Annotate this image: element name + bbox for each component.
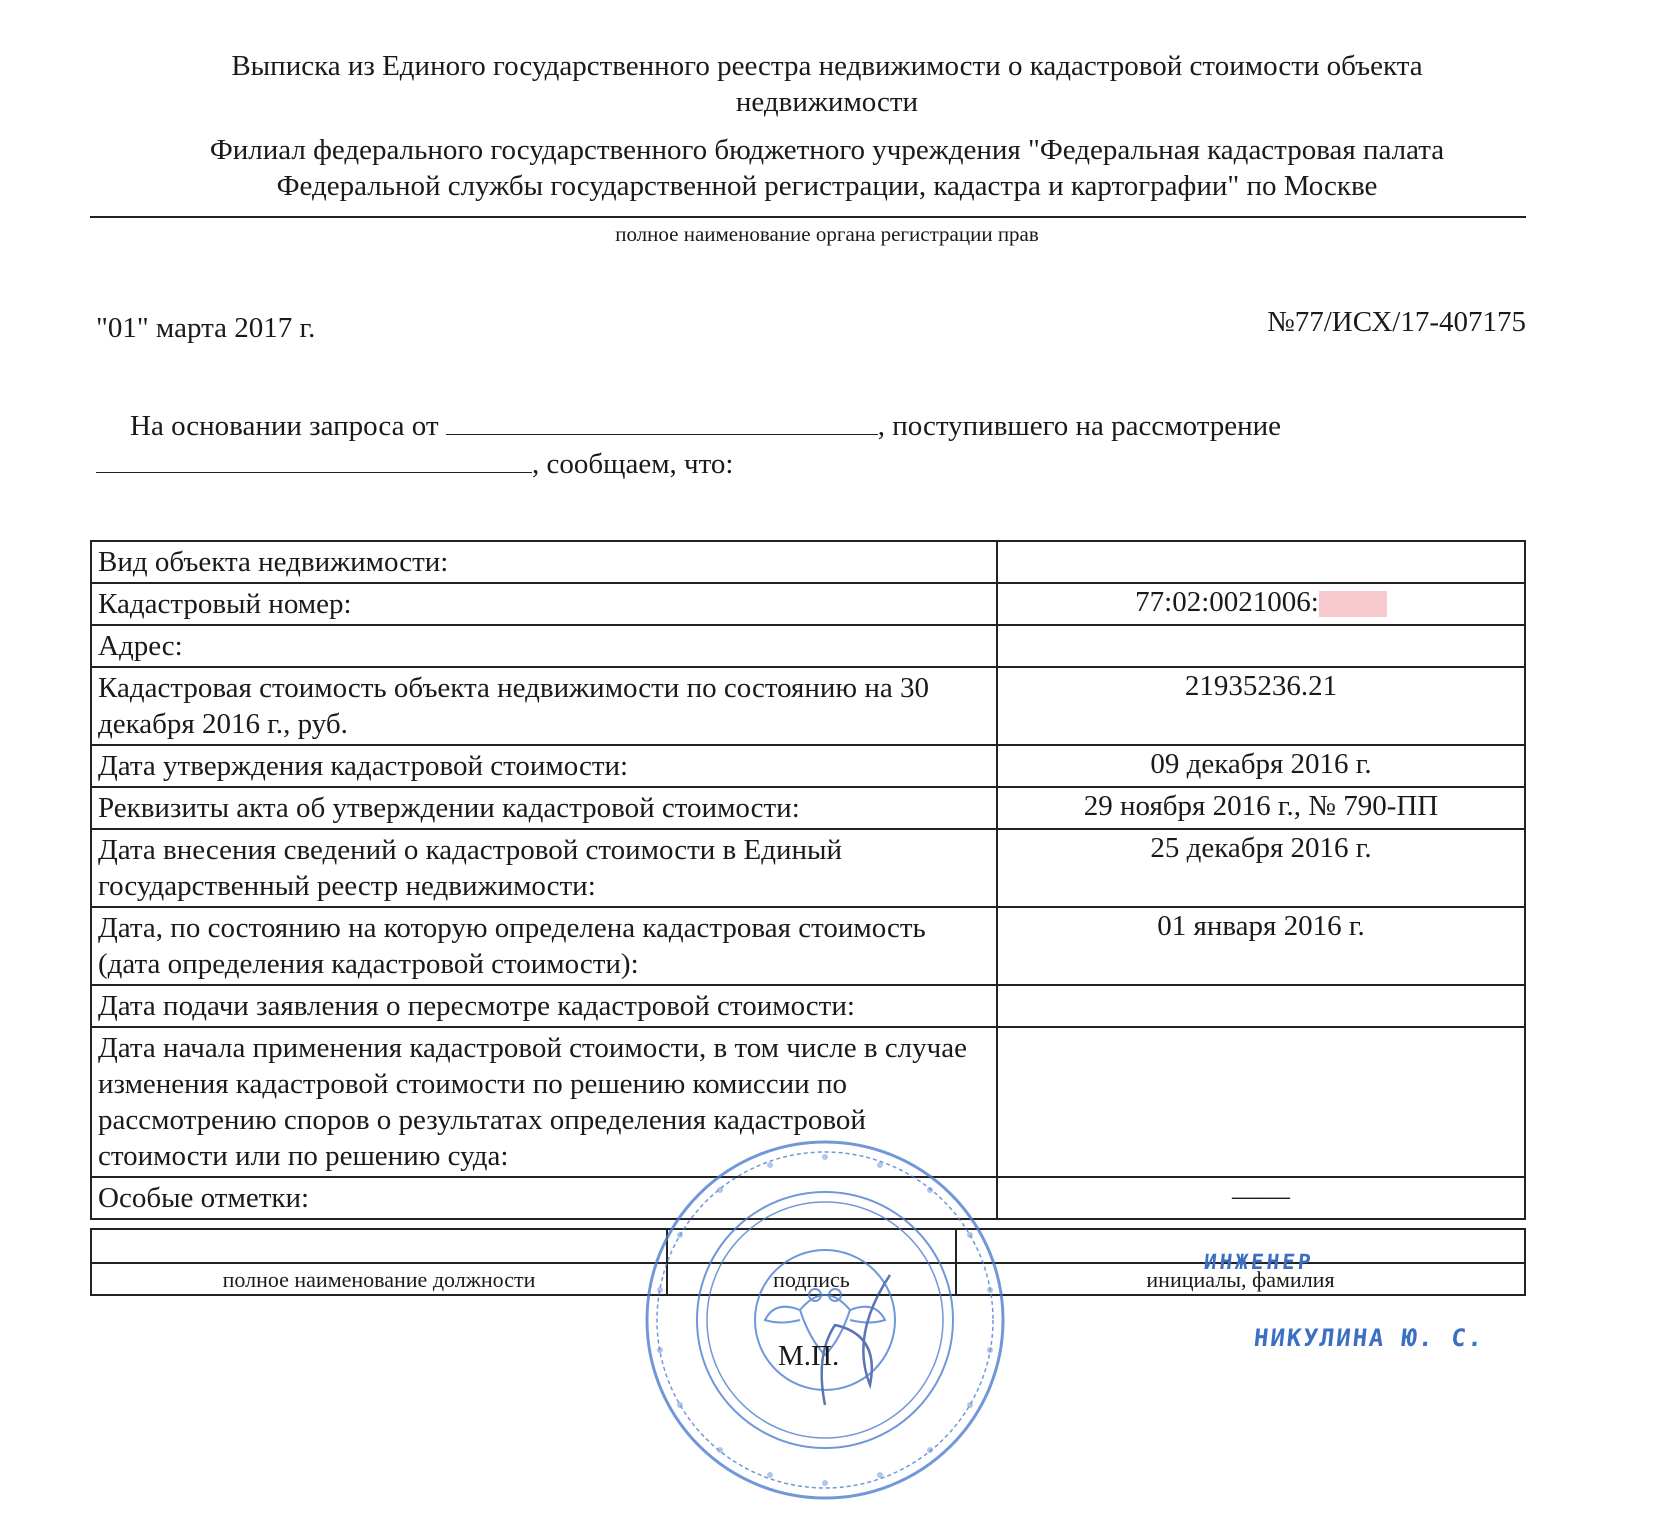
seal-label: М.П. [778, 1340, 840, 1372]
stamp-position-title: ИНЖЕНЕР [1202, 1250, 1315, 1274]
row-value: 29 ноября 2016 г., № 790-ПП [997, 787, 1525, 829]
receiver-blank [96, 448, 532, 473]
official-seal-stamp [640, 1135, 1010, 1505]
organization-underline [90, 216, 1526, 218]
table-row [91, 985, 1525, 1027]
basis-text-middle: , поступившего на рассмотрение [877, 410, 1282, 442]
stamp-signer-name: НИКУЛИНА Ю. С. [1252, 1324, 1486, 1352]
name-caption: инициалы, фамилия [956, 1263, 1525, 1295]
document-title-line1: Выписка из Единого государственного реестра недвижимости о кадастровой стоимости объекта [231, 50, 1423, 82]
cadastral-info-table [90, 540, 1526, 1220]
basis-text-start: На основании запроса от [130, 410, 439, 442]
table-row [91, 667, 1525, 745]
position-field [91, 1229, 667, 1263]
row-label: Дата начала применения кадастровой стоимости, в том числе в случае изменения кадастровой стоимости по решению комиссии по рассмотрению споров о результатах определения кадастровой стоимости или по решению суда: [91, 1027, 997, 1177]
signature-caption: подпись [667, 1263, 956, 1295]
row-value: 01 января 2016 г. [997, 907, 1525, 985]
document-title-line2: недвижимости [735, 86, 919, 118]
cadastral-number-cell [997, 583, 1525, 625]
request-date-blank [446, 410, 878, 435]
row-label: Кадастровая стоимость объекта недвижимости по состоянию на 30 декабря 2016 г., руб. [91, 667, 997, 745]
table-row [91, 907, 1525, 985]
document-number: №77/ИСХ/17-407175 [1267, 306, 1526, 338]
row-value [997, 1027, 1525, 1177]
row-label: Вид объекта недвижимости: [91, 541, 997, 583]
row-label: Дата, по состоянию на которую определена кадастровая стоимость (дата определения кадастровой стоимости): [91, 907, 997, 985]
row-label: Дата внесения сведений о кадастровой стоимости в Единый государственный реестр недвижимости: [91, 829, 997, 907]
row-value [997, 625, 1525, 667]
table-row [91, 829, 1525, 907]
row-value: 09 декабря 2016 г. [997, 745, 1525, 787]
cadastral-value: 21935236.21 [997, 667, 1525, 745]
row-label: Кадастровый номер: [91, 583, 997, 625]
document-date: "01" марта 2017 г. [96, 312, 316, 344]
row-label: Адрес: [91, 625, 997, 667]
row-label: Дата утверждения кадастровой стоимости: [91, 745, 997, 787]
organization-name-line2: Федеральной службы государственной регистрации, кадастра и картографии" по Москве [276, 170, 1378, 202]
row-value [997, 541, 1525, 583]
table-row [91, 583, 1525, 625]
cadastral-number: 77:02:0021006: [1135, 586, 1319, 618]
organization-caption: полное наименование органа регистрации прав [615, 222, 1039, 246]
row-value: 25 декабря 2016 г. [997, 829, 1525, 907]
table-row [91, 625, 1525, 667]
row-label: Дата подачи заявления о пересмотре кадастровой стоимости: [91, 985, 997, 1027]
basis-line1 [130, 410, 1281, 443]
table-row [91, 745, 1525, 787]
special-notes-value: —— [997, 1177, 1525, 1219]
organization-name-line1: Филиал федерального государственного бюджетного учреждения "Федеральная кадастровая палата [209, 134, 1445, 166]
table-row [91, 541, 1525, 583]
table-row [91, 787, 1525, 829]
redaction-mark [1319, 591, 1387, 617]
position-caption: полное наименование должности [91, 1263, 667, 1295]
basis-text-end: , сообщаем, что: [532, 448, 734, 480]
basis-line2 [96, 448, 734, 481]
row-label: Особые отметки: [91, 1177, 997, 1219]
row-value [997, 985, 1525, 1027]
row-label: Реквизиты акта об утверждении кадастровой стоимости: [91, 787, 997, 829]
